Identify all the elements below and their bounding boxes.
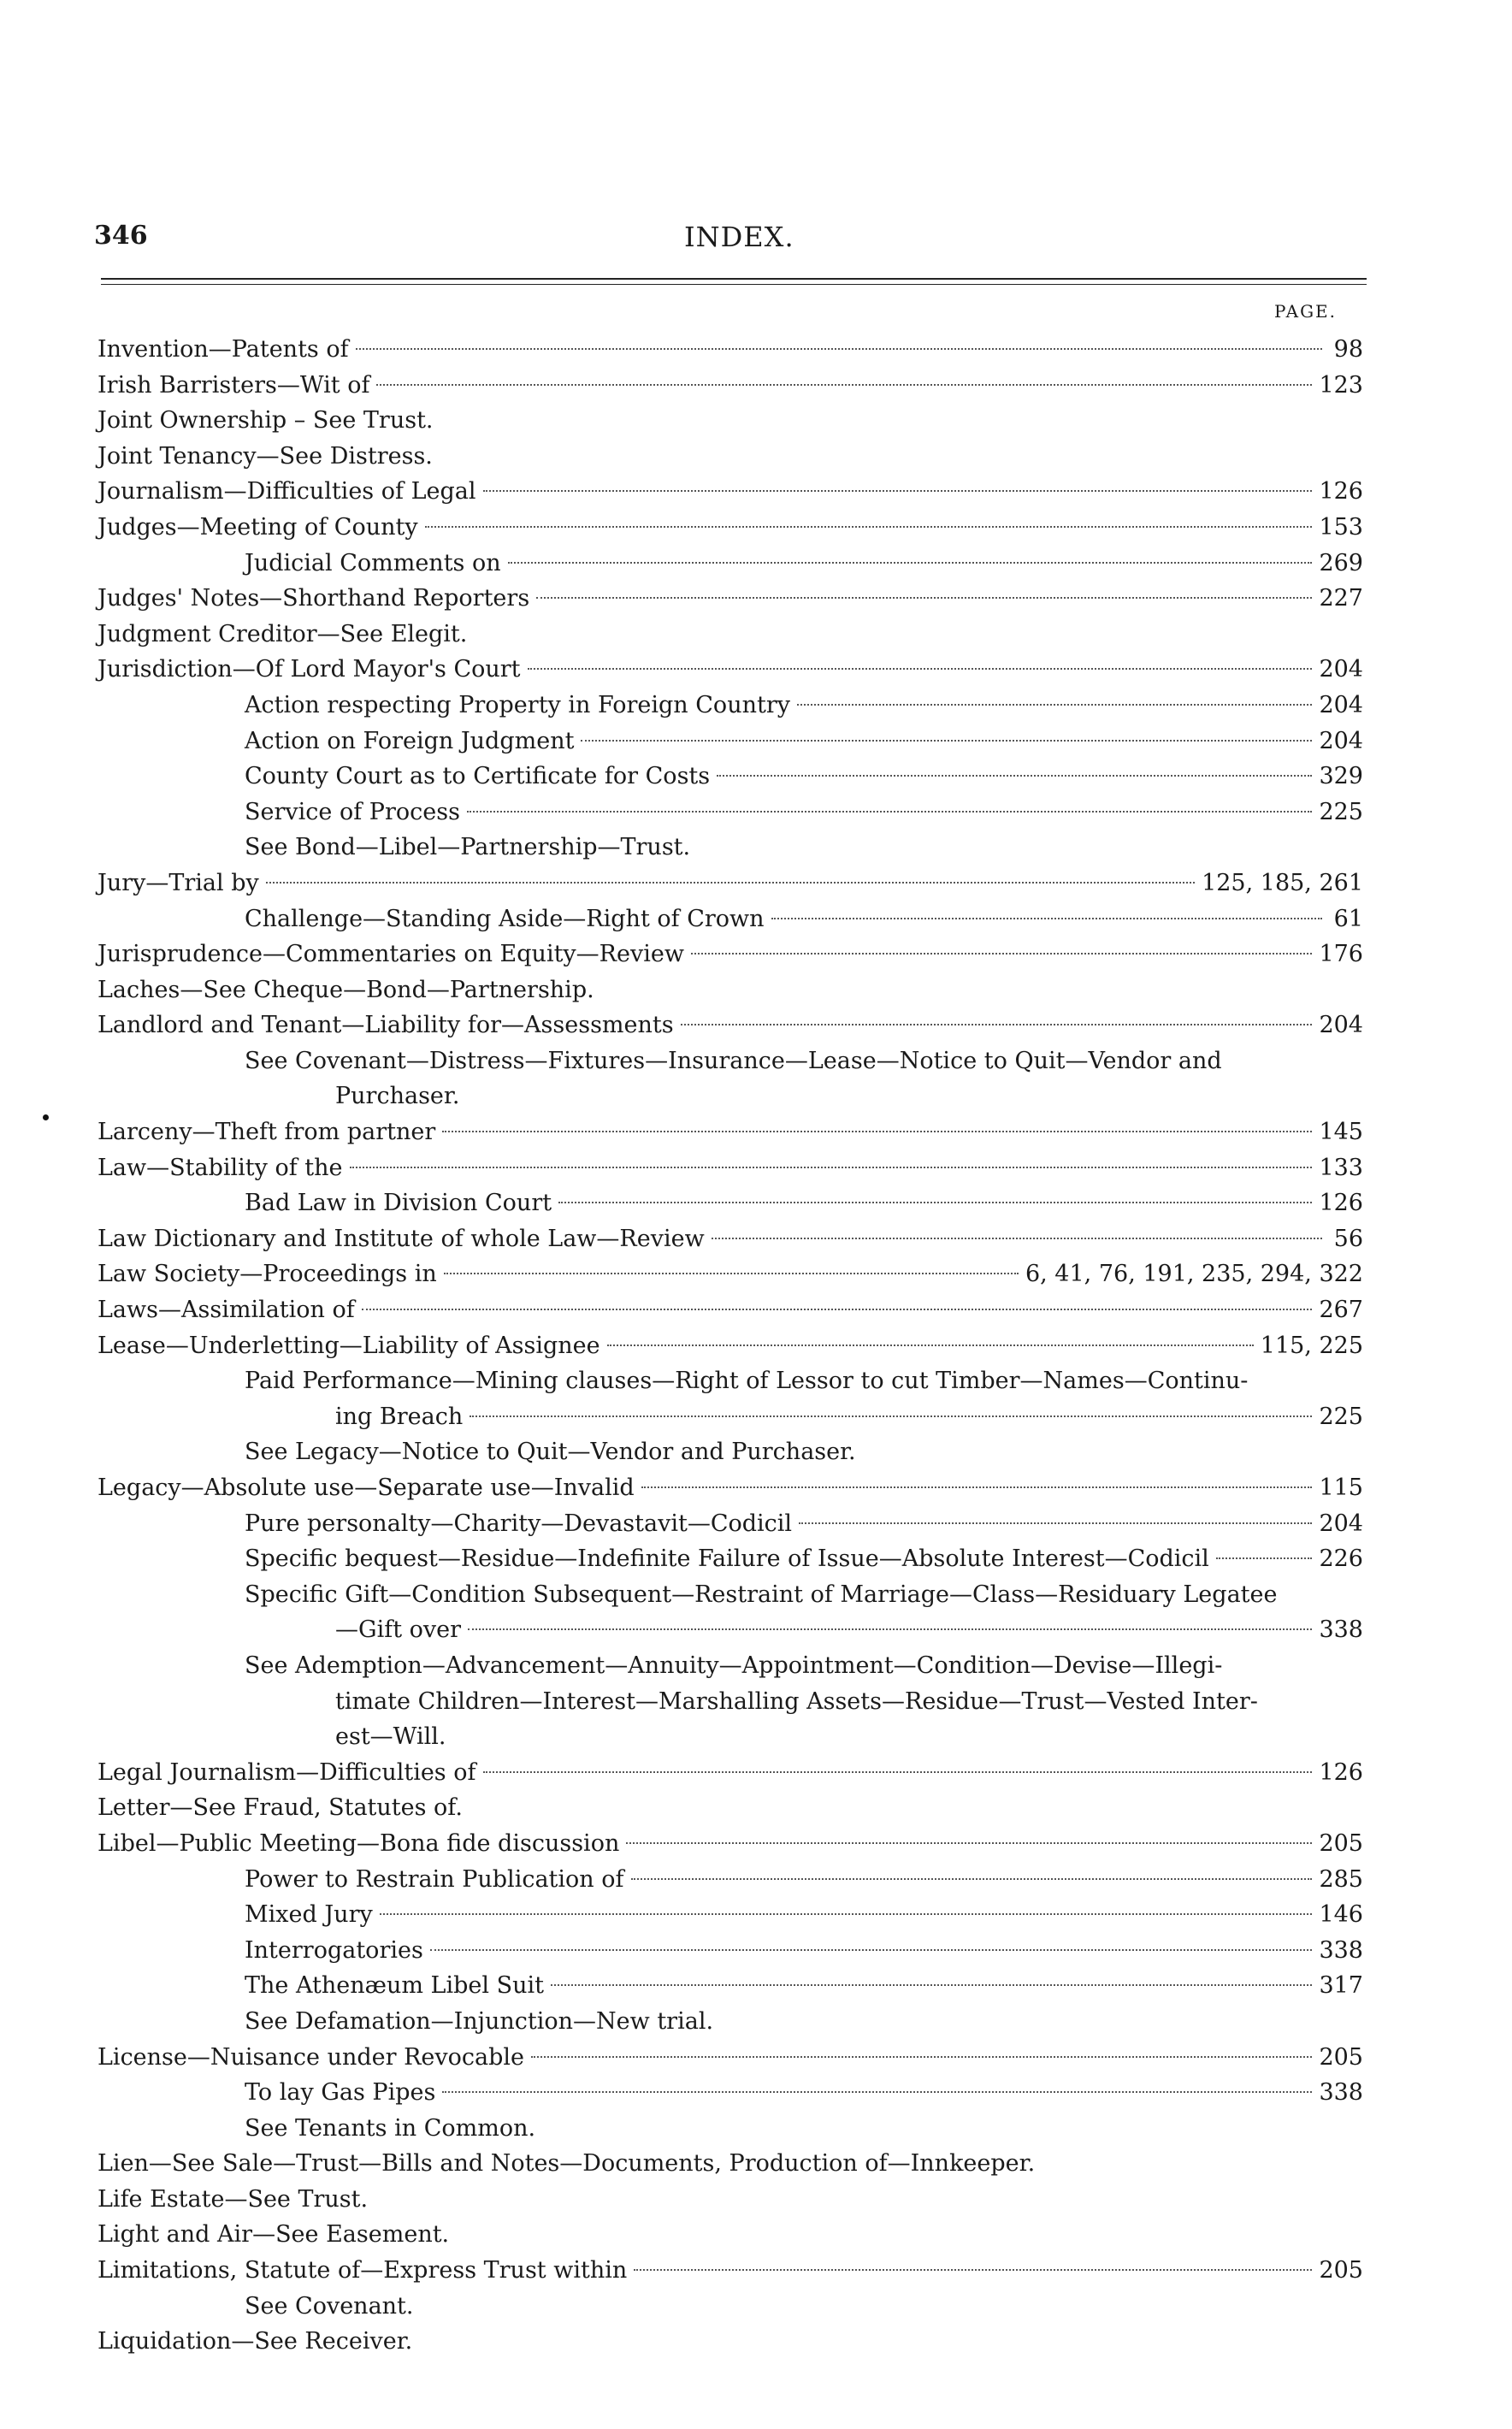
entry-page: 126 xyxy=(1319,1758,1363,1786)
entry-text: Joint Tenancy—See Distress. xyxy=(97,442,433,470)
index-entry xyxy=(97,724,1363,759)
index-entry xyxy=(97,1399,1363,1435)
dot-leader xyxy=(356,348,1322,350)
index-entry xyxy=(97,1292,1363,1328)
index-entry xyxy=(97,1648,1363,1684)
index-entry xyxy=(97,866,1363,901)
dot-leader xyxy=(528,668,1313,670)
index-entry xyxy=(97,2146,1363,2182)
index-entry xyxy=(97,403,1363,439)
header-rule-thin xyxy=(101,284,1367,285)
dot-leader xyxy=(797,704,1312,706)
dot-leader xyxy=(266,882,1195,884)
dot-leader xyxy=(442,2091,1312,2093)
index-entry xyxy=(97,368,1363,404)
dot-leader xyxy=(607,1345,1254,1346)
index-entries xyxy=(97,332,1363,2360)
entry-page: 98 xyxy=(1333,336,1363,363)
dot-leader xyxy=(799,1522,1312,1524)
entry-page: 205 xyxy=(1319,2043,1363,2071)
index-entry xyxy=(97,2217,1363,2253)
entry-page: 204 xyxy=(1319,1510,1363,1537)
dot-leader xyxy=(681,1024,1313,1025)
entry-page: 123 xyxy=(1319,371,1363,399)
entry-text: Law—Stability of the xyxy=(97,1154,343,1181)
entry-page: 145 xyxy=(1319,1119,1363,1146)
entry-page: 125, 185, 261 xyxy=(1202,869,1363,896)
index-entry xyxy=(97,2075,1363,2111)
entry-page: 285 xyxy=(1319,1865,1363,1893)
entry-text: Specific Gift—Condition Subsequent—Restraint of Marriage—Class—Residuary Legatee xyxy=(245,1581,1278,1608)
index-entry xyxy=(97,1434,1363,1470)
dot-leader xyxy=(717,775,1312,777)
entry-text: Lease—Underletting—Liability of Assignee xyxy=(97,1332,600,1359)
entry-text: Action on Foreign Judgment xyxy=(245,727,575,754)
entry-text: Judicial Comments on xyxy=(245,549,501,576)
entry-text: Limitations, Statute of—Express Trust within xyxy=(97,2257,628,2284)
page-number: 346 xyxy=(94,221,148,251)
index-entry xyxy=(97,2004,1363,2040)
index-entry xyxy=(97,1079,1363,1114)
dot-leader xyxy=(380,1913,1313,1915)
index-entry xyxy=(97,688,1363,724)
index-entry xyxy=(97,795,1363,830)
index-entry xyxy=(97,2253,1363,2289)
index-entry xyxy=(97,1541,1363,1577)
entry-text: Libel—Public Meeting—Bona fide discussion xyxy=(97,1829,620,1857)
index-entry xyxy=(97,1790,1363,1826)
entry-page: 204 xyxy=(1319,727,1363,754)
index-entry xyxy=(97,439,1363,475)
entry-text: Action respecting Property in Foreign Country xyxy=(245,691,790,718)
entry-page: 227 xyxy=(1319,585,1363,612)
entry-text: See Ademption—Advancement—Annuity—Appointment—Condition—Devise—Illegi- xyxy=(245,1652,1223,1679)
entry-text: Judges—Meeting of County xyxy=(97,513,418,541)
index-entry xyxy=(97,972,1363,1008)
dot-leader xyxy=(467,811,1313,813)
entry-text: Legacy—Absolute use—Separate use—Invalid xyxy=(97,1475,635,1501)
entry-text: Life Estate—See Trust. xyxy=(97,2185,369,2213)
entry-text: Judges' Notes—Shorthand Reporters xyxy=(97,585,530,612)
entry-text: Letter—See Fraud, Statutes of. xyxy=(97,1794,463,1822)
entry-page: 226 xyxy=(1319,1545,1363,1573)
entry-text: Judgment Creditor—See Elegit. xyxy=(97,620,468,647)
entry-page: 338 xyxy=(1319,1936,1363,1964)
index-entry xyxy=(97,1008,1363,1043)
entry-page: 225 xyxy=(1319,1403,1363,1430)
entry-text: Mixed Jury xyxy=(245,1901,373,1929)
entry-page: 146 xyxy=(1319,1901,1363,1929)
entry-text: est—Will. xyxy=(335,1723,446,1751)
entry-text: Invention—Patents of xyxy=(97,336,349,363)
index-entry xyxy=(97,759,1363,795)
entry-text: Laches—See Cheque—Bond—Partnership. xyxy=(97,976,594,1003)
entry-text: Law Dictionary and Institute of whole Law—Review xyxy=(97,1225,705,1252)
dot-leader xyxy=(376,384,1312,386)
entry-text: Lien—See Sale—Trust—Bills and Notes—Documents, Production of—Innkeeper. xyxy=(97,2150,1036,2178)
entry-page: 126 xyxy=(1319,1190,1363,1217)
dot-leader xyxy=(691,953,1312,954)
entry-text: Journalism—Difficulties of Legal xyxy=(97,478,476,505)
entry-text: Legal Journalism—Difficulties of xyxy=(97,1758,476,1786)
index-entry xyxy=(97,581,1363,617)
dot-leader xyxy=(626,1842,1312,1844)
entry-page: 205 xyxy=(1319,2257,1363,2284)
entry-text: Paid Performance—Mining clauses—Right of Lessor to cut Timber—Names—Continu- xyxy=(245,1368,1249,1395)
index-entry xyxy=(97,332,1363,368)
header-rule xyxy=(101,278,1367,280)
entry-text: Light and Air—See Easement. xyxy=(97,2221,450,2249)
index-entry xyxy=(97,546,1363,582)
entry-page: 338 xyxy=(1319,2079,1363,2107)
margin-mark xyxy=(43,1114,49,1120)
dot-leader xyxy=(712,1238,1322,1239)
index-entry xyxy=(97,830,1363,866)
index-entry xyxy=(97,1114,1363,1150)
entry-text: To lay Gas Pipes xyxy=(245,2079,436,2107)
entry-text: Irish Barristers—Wit of xyxy=(97,371,370,399)
index-entry xyxy=(97,1719,1363,1755)
entry-text: Service of Process xyxy=(245,798,460,825)
dot-leader xyxy=(551,1984,1312,1986)
dot-leader xyxy=(536,597,1312,599)
index-entry xyxy=(97,937,1363,972)
index-entry xyxy=(97,1933,1363,1969)
entry-text: Interrogatories xyxy=(245,1936,423,1964)
index-entry xyxy=(97,1862,1363,1898)
entry-page: 205 xyxy=(1319,1829,1363,1857)
entry-page: 204 xyxy=(1319,656,1363,683)
page-header xyxy=(94,221,1368,255)
entry-text: See Bond—Libel—Partnership—Trust. xyxy=(245,834,691,861)
dot-leader xyxy=(531,2056,1312,2058)
index-entry xyxy=(97,2289,1363,2325)
entry-page: 225 xyxy=(1319,798,1363,825)
index-entry xyxy=(97,1577,1363,1613)
entry-text: See Covenant. xyxy=(245,2292,414,2320)
index-entry xyxy=(97,1150,1363,1186)
index-entry xyxy=(97,2111,1363,2147)
dot-leader xyxy=(442,1131,1312,1132)
dot-leader xyxy=(468,1628,1312,1630)
entry-text: Joint Ownership – See Trust. xyxy=(97,407,434,434)
page-title: INDEX. xyxy=(684,221,794,253)
index-entry xyxy=(97,2182,1363,2218)
entry-page: 153 xyxy=(1319,513,1363,541)
dot-leader xyxy=(508,562,1313,564)
entry-text: Jurisprudence—Commentaries on Equity—Review xyxy=(97,941,684,968)
dot-leader xyxy=(1216,1557,1313,1559)
dot-leader xyxy=(430,1949,1313,1951)
entry-page: 204 xyxy=(1319,1012,1363,1039)
entry-text: Larceny—Theft from partner xyxy=(97,1119,436,1146)
entry-text: —Gift over xyxy=(335,1616,462,1644)
dot-leader xyxy=(483,490,1313,492)
entry-text: Specific bequest—Residue—Indefinite Failure of Issue—Absolute Interest—Codicil xyxy=(245,1545,1209,1573)
page-column-label: PAGE. xyxy=(1274,301,1337,322)
entry-text: See Legacy—Notice to Quit—Vendor and Purchaser. xyxy=(245,1439,856,1466)
entry-page: 176 xyxy=(1319,941,1363,968)
index-entry xyxy=(97,1328,1363,1364)
index-entry xyxy=(97,474,1363,510)
entry-page: 6, 41, 76, 191, 235, 294, 322 xyxy=(1025,1261,1363,1288)
entry-text: Jurisdiction—Of Lord Mayor's Court xyxy=(97,656,521,683)
index-entry xyxy=(97,901,1363,937)
entry-text: Purchaser. xyxy=(335,1083,460,1110)
index-entry xyxy=(97,1221,1363,1257)
index-entry xyxy=(97,1470,1363,1506)
dot-leader xyxy=(483,1771,1313,1773)
entry-text: Challenge—Standing Aside—Right of Crown xyxy=(245,905,765,932)
index-entry xyxy=(97,1897,1363,1933)
index-entry xyxy=(97,2040,1363,2076)
entry-text: See Tenants in Common. xyxy=(245,2114,536,2142)
entry-text: License—Nuisance under Revocable xyxy=(97,2043,525,2071)
index-entry xyxy=(97,1826,1363,1862)
index-entry xyxy=(97,1506,1363,1542)
entry-text: Law Society—Proceedings in xyxy=(97,1261,437,1288)
entry-page: 133 xyxy=(1319,1154,1363,1181)
entry-text: The Athenæum Libel Suit xyxy=(245,1972,544,2000)
entry-page: 267 xyxy=(1319,1297,1363,1324)
entry-page: 126 xyxy=(1319,478,1363,505)
dot-leader xyxy=(631,1878,1313,1880)
entry-text: ing Breach xyxy=(335,1403,464,1430)
index-entry xyxy=(97,1256,1363,1292)
entry-text: Bad Law in Division Court xyxy=(245,1190,552,1217)
dot-leader xyxy=(634,2269,1312,2271)
entry-text: Power to Restrain Publication of xyxy=(245,1865,624,1893)
entry-page: 329 xyxy=(1319,763,1363,790)
dot-leader xyxy=(350,1167,1313,1168)
entry-text: Jury—Trial by xyxy=(97,869,259,896)
entry-text: Pure personalty—Charity—Devastavit—Codicil xyxy=(245,1510,793,1537)
entry-text: timate Children—Interest—Marshalling Assets—Residue—Trust—Vested Inter- xyxy=(335,1687,1258,1715)
entry-page: 61 xyxy=(1333,905,1363,932)
index-entry xyxy=(97,1363,1363,1399)
index-entry xyxy=(97,617,1363,653)
entry-text: Laws—Assimilation of xyxy=(97,1297,355,1324)
index-entry xyxy=(97,510,1363,546)
entry-text: See Defamation—Injunction—New trial. xyxy=(245,2007,714,2035)
dot-leader xyxy=(362,1309,1313,1310)
entry-text: Landlord and Tenant—Liability for—Assessments xyxy=(97,1012,674,1039)
dot-leader xyxy=(558,1202,1312,1203)
dot-leader xyxy=(470,1415,1312,1417)
index-entry xyxy=(97,1043,1363,1079)
dot-leader xyxy=(581,740,1312,742)
dot-leader xyxy=(771,918,1322,919)
index-entry xyxy=(97,1185,1363,1221)
entry-page: 338 xyxy=(1319,1616,1363,1644)
entry-page: 115 xyxy=(1319,1475,1363,1501)
entry-page: 115, 225 xyxy=(1260,1332,1363,1359)
index-entry xyxy=(97,1968,1363,2004)
entry-text: Liquidation—See Receiver. xyxy=(97,2328,413,2355)
entry-page: 269 xyxy=(1319,549,1363,576)
index-entry xyxy=(97,1684,1363,1720)
index-entry xyxy=(97,1755,1363,1791)
index-entry xyxy=(97,2324,1363,2360)
entry-page: 317 xyxy=(1319,1972,1363,2000)
entry-text: See Covenant—Distress—Fixtures—Insurance—Lease—Notice to Quit—Vendor and xyxy=(245,1047,1222,1074)
dot-leader xyxy=(444,1273,1019,1274)
dot-leader xyxy=(641,1486,1313,1488)
entry-page: 204 xyxy=(1319,691,1363,718)
dot-leader xyxy=(425,526,1313,528)
entry-text: County Court as to Certificate for Costs xyxy=(245,763,711,790)
index-entry xyxy=(97,1612,1363,1648)
entry-page: 56 xyxy=(1333,1225,1363,1252)
index-entry xyxy=(97,652,1363,688)
